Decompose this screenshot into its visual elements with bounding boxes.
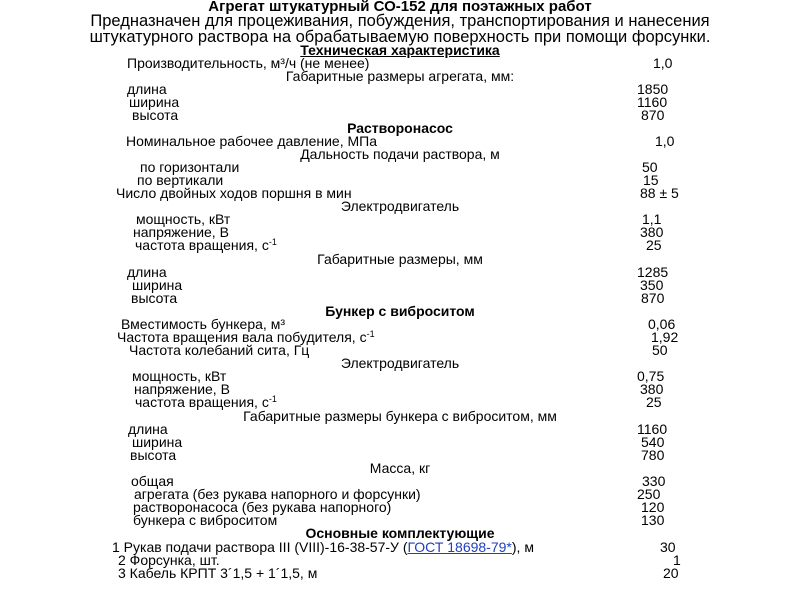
hopper-rpm-value: 25 <box>646 394 662 410</box>
hopper-length-label: длина <box>128 421 168 437</box>
pump-rpm-label <box>135 238 277 252</box>
pump-voltage-value: 380 <box>640 224 664 240</box>
component-1-unit: ), м <box>511 539 534 555</box>
unit-width-label: ширина <box>129 94 180 110</box>
hopper-heading: Бункер с виброситом <box>325 303 475 319</box>
pump-horizontal-value: 50 <box>642 159 658 175</box>
intro-line-2: штукатурного раствора на обрабатываемую поверхность при помощи форсунки. <box>89 28 711 46</box>
pump-rpm-row <box>0 238 800 252</box>
hopper-voltage-label: напряжение, В <box>134 381 230 397</box>
document-title: Агрегат штукатурный СО-152 для поэтажных работ <box>208 0 592 15</box>
hopper-width-row <box>0 435 800 449</box>
pump-width-row <box>0 278 800 292</box>
component-3-label: 3 Кабель КРПТ 3´1,5 + 1´1,5, м <box>118 565 318 581</box>
hopper-voltage-row <box>0 382 800 396</box>
component-1-value: 30 <box>660 539 676 555</box>
pump-power-row <box>0 212 800 226</box>
unit-dims-heading: Габаритные размеры агрегата, мм: <box>285 68 515 84</box>
hopper-power-label: мощность, кВт <box>132 368 227 384</box>
pump-height-value: 870 <box>641 290 665 306</box>
pump-length-row <box>0 265 800 279</box>
unit-length-value: 1850 <box>637 81 669 97</box>
hopper-length-row <box>0 422 800 436</box>
hopper-power-row <box>0 369 800 383</box>
pump-width-label: ширина <box>132 277 183 293</box>
hopper-sieve-label: Частота колебаний сита, Гц <box>129 342 310 358</box>
unit-width-value: 1160 <box>637 94 668 110</box>
pump-voltage-label: напряжение, В <box>133 224 229 240</box>
pump-pressure-value: 1,0 <box>655 133 675 149</box>
hopper-motor-heading: Электродвигатель <box>340 355 460 371</box>
pump-power-label: мощность, кВт <box>136 211 231 227</box>
hopper-shaft-value: 1,92 <box>651 329 679 345</box>
unit-length-label: длина <box>127 81 167 97</box>
hopper-voltage-value: 380 <box>640 381 664 397</box>
mass-hopper-label: бункера с вибpоситом <box>133 512 278 528</box>
components-heading: Основные комплектующие <box>305 525 495 541</box>
mass-total-label: общая <box>131 473 174 489</box>
unit-dims-row <box>0 82 800 96</box>
intro-line-1: Предназначен для процеживания, побуждения, транспортирования и нанесения <box>90 12 710 30</box>
hopper-capacity-label: Вместимость бункера, м³ <box>121 316 285 332</box>
pump-length-value: 1285 <box>637 264 669 280</box>
pump-distance-heading: Дальность подачи раствора, м <box>300 146 500 162</box>
hopper-length-value: 1160 <box>637 421 668 437</box>
pump-strokes-value: 88 ± 5 <box>640 185 679 201</box>
pump-heading: Растворонасос <box>347 120 453 136</box>
component-2-label: 2 Форсунка, шт. <box>118 552 220 568</box>
hopper-capacity-value: 0,06 <box>648 316 676 332</box>
hopper-width-label: ширина <box>132 434 183 450</box>
pump-strokes-label: Число двойных ходов поршня в мин <box>116 185 352 201</box>
mass-pump-value: 120 <box>641 499 665 515</box>
hopper-rpm-row <box>0 395 800 409</box>
hopper-width-value: 540 <box>641 434 665 450</box>
hopper-rpm-label <box>135 395 277 409</box>
mass-unit-label: агрегата (без рукава напорного и форсунки) <box>134 486 421 502</box>
pump-length-label: длина <box>127 264 167 280</box>
hopper-height-value: 780 <box>641 447 665 463</box>
hopper-shaft-text: Частота вращения вала побудителя, с <box>117 329 367 345</box>
pump-rpm-text: частота вращения, с <box>135 237 269 253</box>
hopper-power-value: 0,75 <box>637 368 665 384</box>
hopper-rpm-text: частота вращения, с <box>135 394 269 410</box>
pump-rpm-value: 25 <box>646 237 662 253</box>
spec-heading: Техническая характеристика <box>300 42 500 58</box>
mass-pump-row <box>0 500 800 514</box>
unit-height-label: высота <box>132 107 179 123</box>
hopper-height-label: высота <box>130 447 177 463</box>
mass-heading: Масса, кг <box>369 460 431 476</box>
pump-rpm-sup: -1 <box>268 237 277 247</box>
unit-dims-row <box>0 95 800 109</box>
mass-unit-value: 250 <box>637 486 661 502</box>
mass-total-value: 330 <box>642 473 666 489</box>
pump-motor-heading: Электродвигатель <box>340 198 460 214</box>
productivity-label: Производительность, м³/ч (не менее) <box>127 55 370 71</box>
mass-hopper-value: 130 <box>641 512 665 528</box>
productivity-value: 1,0 <box>653 55 673 71</box>
pump-height-label: высота <box>131 290 178 306</box>
unit-height-value: 870 <box>641 107 665 123</box>
pump-vertical-label: по вертикали <box>137 172 224 188</box>
hopper-dims-heading: Габаритные размеры бункера с вибpоситом, мм <box>243 408 557 424</box>
hopper-shaft-sup: -1 <box>366 329 375 339</box>
pump-voltage-row <box>0 225 800 239</box>
hopper-shaft-row <box>0 330 800 344</box>
component-row-3 <box>0 566 800 580</box>
component-1-text: 1 Рукав подачи раствора III (VIII)-16-38-57-У ( <box>112 539 408 555</box>
hopper-rpm-sup: -1 <box>268 394 277 404</box>
component-3-value: 20 <box>663 565 679 581</box>
pump-width-value: 350 <box>640 277 664 293</box>
hopper-sieve-value: 50 <box>652 342 668 358</box>
pump-power-value: 1,1 <box>642 211 662 227</box>
pump-horizontal-row <box>0 160 800 174</box>
pump-vertical-value: 15 <box>643 172 659 188</box>
pump-dims-heading: Габаритные размеры, мм <box>317 251 483 267</box>
gost-link[interactable]: ГОСТ 18698-79* <box>407 539 512 555</box>
mass-pump-label: растворонасоса (без рукава напорного) <box>133 499 392 515</box>
pump-horizontal-label: по горизонтали <box>140 159 240 175</box>
pump-pressure-label: Номинальное рабочее давление, МПа <box>126 133 377 149</box>
mass-unit-row <box>0 487 800 501</box>
component-2-value: 1 <box>673 552 681 568</box>
